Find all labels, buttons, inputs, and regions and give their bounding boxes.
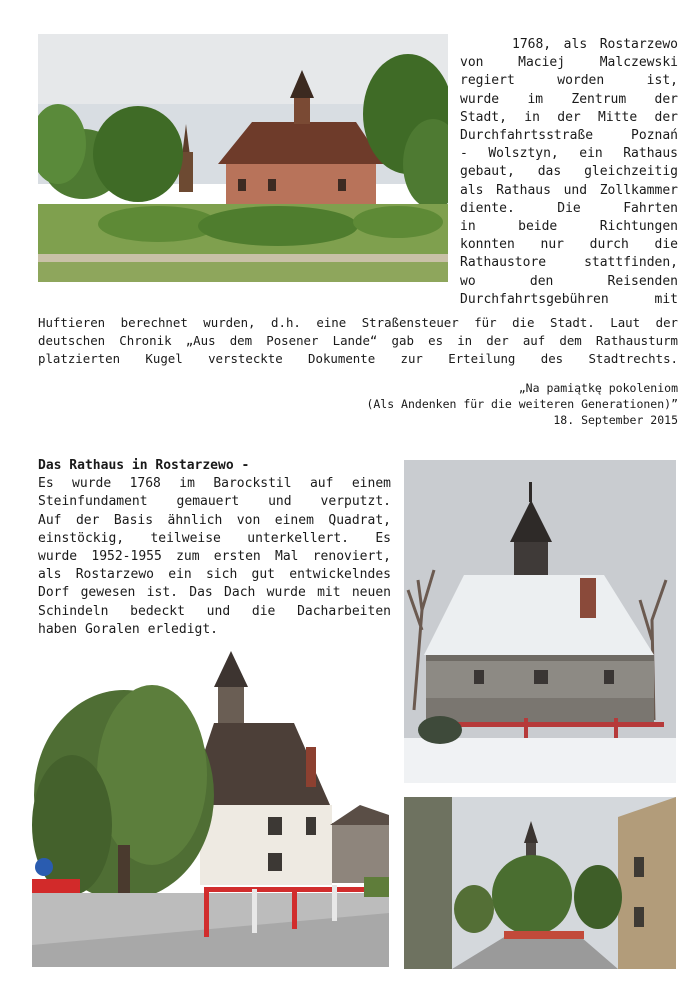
text-line: Huftieren berechnet wurden, d.h. eine Straßensteuer für die Stadt. Laut der <box>38 315 678 330</box>
text-line: von Maciej Malczewski <box>460 55 678 71</box>
text-line: diente. Die Fahrten <box>460 200 678 216</box>
text-line: Rathaustore stattfinden, <box>460 255 678 271</box>
text-line: platzierten Kugel versteckte Dokumente zur Erteilung des Stadtrechts. <box>38 351 678 367</box>
text-line: als Rathaus und Zollkammer <box>460 182 678 198</box>
photo-town-hall-summer <box>38 34 448 282</box>
text-line: wurde im Zentrum der <box>460 91 678 107</box>
text-line: Stadt, in der Mitte der <box>460 109 678 125</box>
text-line: Es wurde 1768 im Barockstil auf einem <box>38 476 391 492</box>
text-line: konnten nur durch die <box>460 237 678 253</box>
quote-polish: „Na pamiątkę pokoleniom <box>518 381 678 395</box>
quote-block <box>258 380 678 428</box>
quote-german: (Als Andenken für die weiteren Generationen)” <box>366 397 678 411</box>
text-line: Steinfundament gemauert und verputzt. <box>38 494 391 510</box>
text-line: einstöckig, teilweise unterkellert. Es <box>38 530 391 546</box>
photo-town-hall-distance <box>404 797 676 969</box>
second-section-text <box>38 457 391 639</box>
text-line: wurde 1952-1955 zum ersten Mal renoviert, <box>38 549 391 565</box>
text-line: wo den Reisenden <box>460 273 678 289</box>
text-line: Durchfahrtsgebühren mit <box>460 291 678 307</box>
text-line: deutschen Chronik „Aus dem Posener Lande“ gab es in der auf dem Rathausturm <box>38 333 678 349</box>
text-line: gebaut, das gleichzeitig <box>460 164 678 180</box>
text-line: - Wolsztyn, ein Rathaus <box>460 146 678 162</box>
quote-date: 18. September 2015 <box>553 413 678 427</box>
photo-town-hall-street <box>32 645 389 967</box>
text-line: als Rostarzewo ein sich gut entwickelndes <box>38 567 391 583</box>
text-line: Auf der Basis ähnlich von einem Quadrat, <box>38 512 391 528</box>
text-line: regiert worden ist, <box>460 73 678 89</box>
text-line: 1768, als Rostarzewo <box>512 37 678 52</box>
text-line: in beide Richtungen <box>460 219 678 235</box>
top-paragraph-full-width <box>38 314 678 369</box>
section-heading: Das Rathaus in Rostarzewo - <box>38 458 250 473</box>
photo-town-hall-winter <box>404 460 676 783</box>
text-line: Schindeln bedeckt und die Dacharbeiten <box>38 603 391 619</box>
text-line: Durchfahrtsstraße Poznań <box>460 128 678 144</box>
text-line: haben Goralen erledigt. <box>38 621 219 637</box>
text-line: Dorf gewesen ist. Das Dach wurde mit neuen <box>38 585 391 601</box>
top-paragraph-right-column <box>460 36 678 309</box>
